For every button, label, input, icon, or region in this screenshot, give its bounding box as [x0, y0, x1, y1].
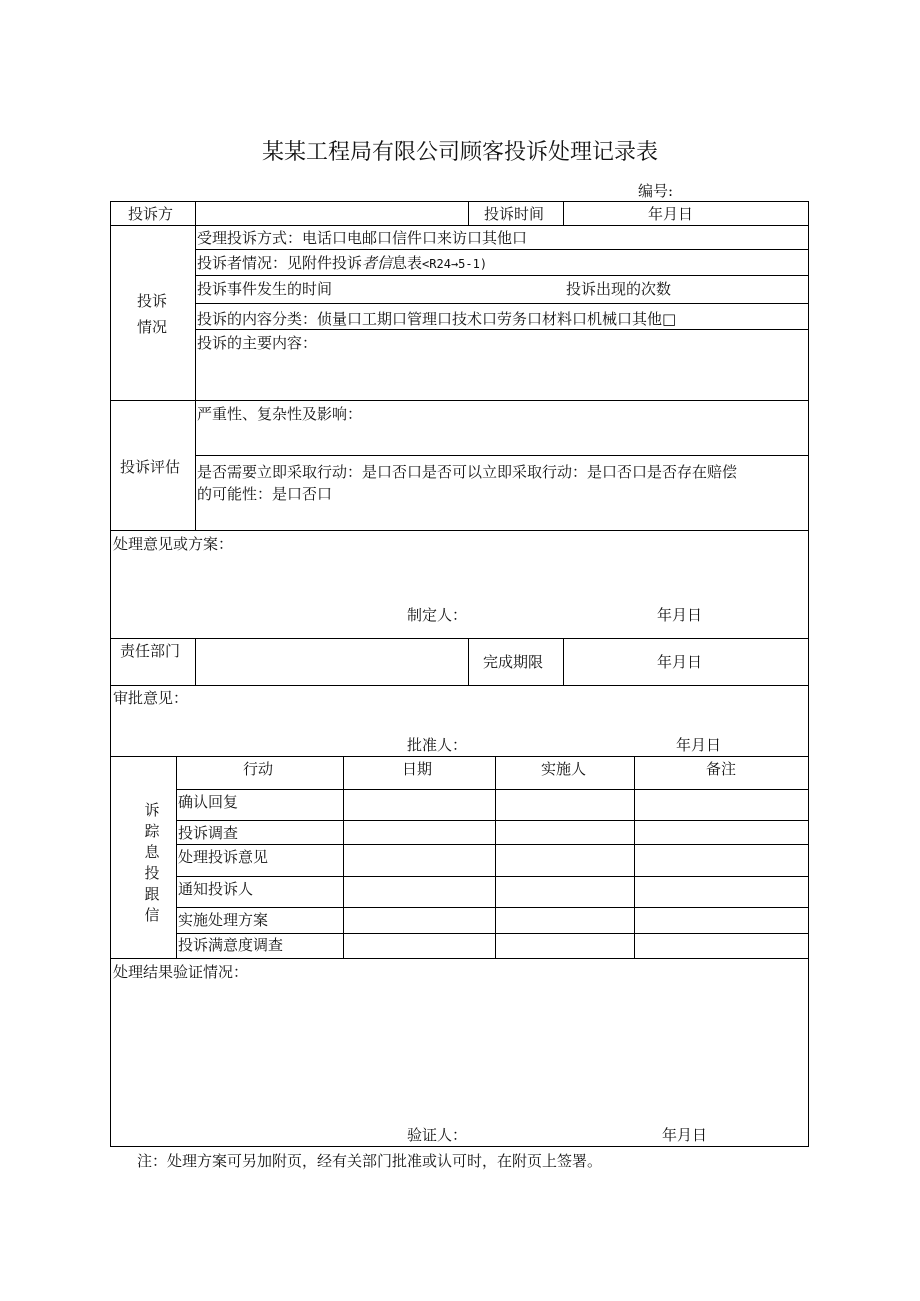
tracking-label-char: 信 [144, 906, 160, 924]
event-time-label: 投诉事件发生的时间 [197, 280, 333, 298]
tracking-label-char: 跟 [144, 885, 160, 903]
complaint-time-date[interactable]: 年月日 [648, 205, 694, 223]
complainant-info [197, 254, 487, 273]
responsible-dept-field[interactable] [196, 639, 468, 685]
handling-opinion-label: 处理意见或方案： [113, 535, 234, 553]
table-row: 投诉调查 [178, 824, 239, 842]
complainant-info-prefix: 投诉者情况：见附件投诉 [197, 254, 363, 272]
tracking-label-char: 息 [144, 843, 160, 861]
complainant-label: 投诉方 [128, 205, 174, 223]
table-row: 通知投诉人 [178, 880, 254, 898]
page-title: 某某工程局有限公司顾客投诉处理记录表 [261, 140, 658, 165]
actions-question-line2: 的可能性：是口否口 [197, 485, 333, 503]
tracking-section-label [142, 800, 162, 926]
occurrence-count-label: 投诉出现的次数 [566, 280, 672, 298]
column-header-remarks: 备注 [706, 760, 737, 778]
deadline-label: 完成期限 [483, 653, 544, 671]
main-content-label: 投诉的主要内容： [197, 334, 318, 352]
complaint-category: 投诉的内容分类：侦量口工期口管理口技术口劳务口材料口机械口其他□ [197, 310, 677, 328]
tracking-label-char: 投 [144, 864, 160, 882]
column-header-implementer: 实施人 [541, 760, 587, 778]
actions-question-line1: 是否需要立即采取行动：是口否口是否可以立即采取行动：是口否口是否存在赔偿 [197, 463, 738, 481]
complainant-info-code: <R24→5-1) [422, 257, 488, 271]
complainant-info-italic: 者信 [362, 254, 393, 272]
assessment-section-label: 投诉评估 [120, 458, 181, 476]
approval-date[interactable]: 年月日 [676, 736, 722, 754]
table-row: 确认回复 [178, 793, 239, 811]
approver-label: 批准人： [407, 736, 468, 754]
approval-opinion-label: 审批意见： [113, 689, 189, 707]
complaint-section-label-line2: 情况 [137, 318, 168, 336]
verification-label: 处理结果验证情况： [113, 963, 249, 981]
responsible-dept-label: 责任部门 [120, 642, 181, 660]
severity-label: 严重性、复杂性及影响： [197, 405, 363, 423]
table-row: 实施处理方案 [178, 911, 269, 929]
serial-number-label: 编号: [638, 182, 674, 200]
handling-author-label: 制定人： [407, 606, 468, 624]
handling-date[interactable]: 年月日 [657, 606, 703, 624]
table-row: 处理投诉意见 [178, 848, 269, 866]
footnote: 注：处理方案可另加附页，经有关部门批准或认可时，在附页上签署。 [137, 1152, 603, 1170]
verification-date[interactable]: 年月日 [662, 1126, 708, 1144]
tracking-label-char: 诉 [144, 801, 160, 819]
complaint-time-label: 投诉时间 [484, 205, 545, 223]
table-row: 投诉满意度调查 [178, 936, 284, 954]
column-header-date: 日期 [402, 760, 433, 778]
complainant-info-suffix: 息表 [392, 254, 423, 272]
column-header-action: 行动 [243, 760, 274, 778]
complaint-section-label-line1: 投诉 [137, 292, 168, 310]
complaint-method: 受理投诉方式：电话口电邮口信件口来访口其他口 [197, 229, 528, 247]
complainant-field[interactable] [196, 202, 468, 225]
verifier-label: 验证人： [407, 1126, 468, 1144]
deadline-date[interactable]: 年月日 [657, 653, 703, 671]
tracking-label-char: 踪 [144, 822, 160, 840]
